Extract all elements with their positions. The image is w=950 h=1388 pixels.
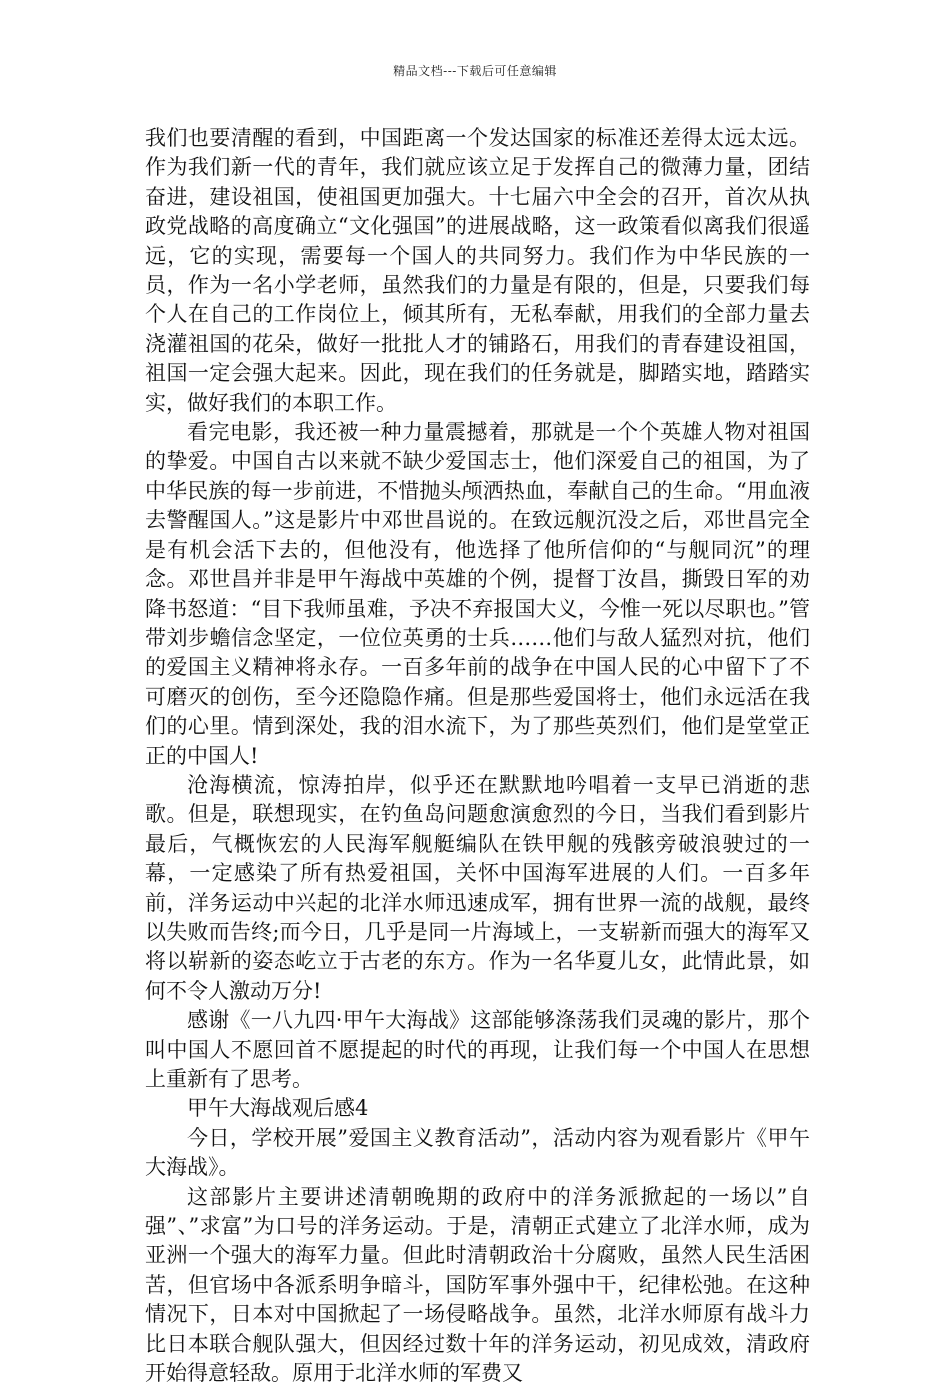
document-body xyxy=(145,124,810,1388)
paragraph-4: 感谢《一八九四·甲午大海战》这部能够涤荡我们灵魂的影片，那个叫中国人不愿回首不愿提起的时代的再现，让我们每一个中国人在思想上重新有了思考。 xyxy=(145,1008,810,1091)
paragraph-2: 看完电影，我还被一种力量震撼着，那就是一个个英雄人物对祖国的挚爱。中国自古以来就不缺少爱国志士，他们深爱自己的祖国，为了中华民族的每一步前进，不惜抛头颅洒热血，奉献自己的生命。“用血液去警醒国人。”这是影片中邓世昌说的。在致远舰沉没之后，邓世昌完全是有机会活下去的，但他没有，他选择了他所信仰的“与舰同沉”的理念。邓世昌并非是甲午海战中英雄的个例，提督丁汝昌，撕毁日军的劝降书怒道：“目下我师虽难，予决不弃报国大义，今惟一死以尽职也。”管带刘步蟾信念坚定，一位位英勇的士兵……他们与敌人猛烈对抗，他们的爱国主义精神将永存。一百多年前的战争在中国人民的心中留下了不可磨灭的创伤，至今还隐隐作痛。但是那些爱国将士，他们永远活在我们的心里。情到深处，我的泪水流下，为了那些英烈们，他们是堂堂正正的中国人! xyxy=(145,420,810,768)
section-heading: 甲午大海战观后感4 xyxy=(187,1096,369,1121)
paragraph-5: 今日，学校开展”爱国主义教育活动”，活动内容为观看影片《甲午大海战》。 xyxy=(145,1125,810,1180)
paragraph-3: 沧海横流，惊涛拍岸，似乎还在默默地吟唱着一支早已消逝的悲歌。但是，联想现实，在钓鱼岛问题愈演愈烈的今日，当我们看到影片最后，气概恢宏的人民海军舰艇编队在铁甲舰的残骸旁破浪驶过的一幕，一定感染了所有热爱祖国，关怀中国海军进展的人们。一百多年前，洋务运动中兴起的北洋水师迅速成军，拥有世界一流的战舰，最终以失败而告终;而今日，几乎是同一片海域上，一支崭新而强大的海军又将以崭新的姿态屹立于古老的东方。作为一名华夏儿女，此情此景，如何不令人激动万分! xyxy=(145,772,810,1003)
paragraph-6: 这部影片主要讲述清朝晚期的政府中的洋务派掀起的一场以”自强”、”求富”为口号的洋务运动。于是，清朝正式建立了北洋水师，成为亚洲一个强大的海军力量。但此时清朝政治十分腐败，虽然人民生活困苦，但官场中各派系明争暗斗，国防军事外强中干，纪律松弛。在这种情况下，日本对中国掀起了一场侵略战争。虽然，北洋水师原有战斗力比日本联合舰队强大，但因经过数十年的洋务运动，初见成效，清政府开始得意轻敌。原用于北洋水师的军费又 xyxy=(145,1184,810,1386)
page-header: 精品文档---下载后可任意编辑 xyxy=(393,64,557,78)
paragraph-1: 我们也要清醒的看到，中国距离一个发达国家的标准还差得太远太远。作为我们新一代的青年，我们就应该立足于发挥自己的微薄力量，团结奋进，建设祖国，使祖国更加强大。十七届六中全会的召开，首次从执政党战略的高度确立“文化强国”的进展战略，这一政策看似离我们很遥远，它的实现，需要每一个国人的共同努力。我们作为中华民族的一员，作为一名小学老师，虽然我们的力量是有限的，但是，只要我们每个人在自己的工作岗位上，倾其所有，无私奉献，用我们的全部力量去浇灌祖国的花朵，做好一批批人才的铺路石，用我们的青春建设祖国，祖国一定会强大起来。因此，现在我们的任务就是，脚踏实地，踏踏实实，做好我们的本职工作。 xyxy=(145,126,810,415)
